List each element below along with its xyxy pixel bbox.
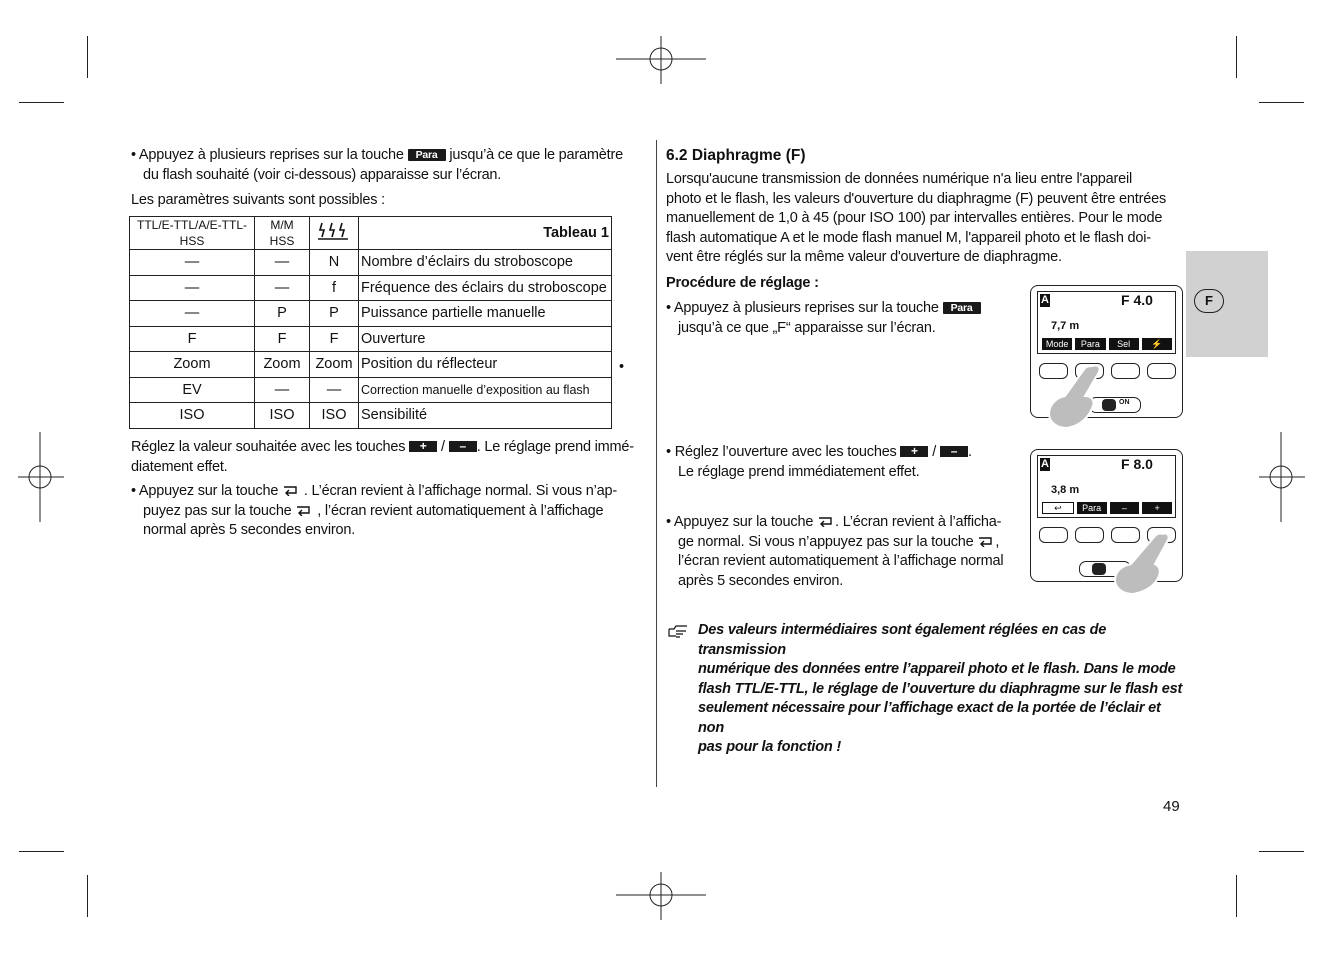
section-heading: 6.2 Diaphragme (F) <box>666 147 806 164</box>
crop-mark <box>1259 851 1304 852</box>
params-intro: Les paramètres suivants sont possibles : <box>131 192 385 208</box>
page-number: 49 <box>1163 798 1180 815</box>
softkey-minus: – <box>1110 502 1140 514</box>
table-cell: ISO <box>310 403 359 429</box>
header-stroboscope-icon <box>310 217 359 250</box>
crop-mark <box>1236 36 1237 78</box>
registration-mark-bottom <box>616 872 706 920</box>
table-row <box>130 275 612 301</box>
table-cell-description: Correction manuelle d’exposition au flash <box>359 377 612 403</box>
table-row <box>130 250 612 276</box>
crop-mark <box>1236 875 1237 917</box>
table-title: Tableau 1 <box>359 217 612 250</box>
softkey-mode: Mode <box>1042 338 1072 350</box>
table-cell-description: Sensibilité <box>359 403 612 429</box>
aperture-value: F 8.0 <box>1121 456 1153 472</box>
left-bullet-return: • Appuyez sur la touche . L’écran revient à l’affichage normal. Si vous n’ap- puyez pas sur la touche , l’écran revient automatiquement à l’affichage normal après 5 secondes environ. <box>131 483 618 538</box>
mode-indicator: A <box>1041 294 1049 306</box>
table-cell: P <box>310 301 359 327</box>
plus-key-icon: + <box>900 446 928 457</box>
table-row <box>130 326 612 352</box>
softkey-bar <box>1042 338 1172 350</box>
note-paragraph: Des valeurs intermédiaires sont également réglées en cas de transmission numérique des données entre l’appareil photo et le flash. Dans le mode flash TTL/E-TTL, le réglage de l’ouverture du diaphragme sur le flash est seulement nécessaire pour l’affichage exact de la portée de l’éclair et non pas pour la fonction ! <box>698 622 1183 755</box>
crop-mark <box>87 36 88 78</box>
left-bullet-para: • Appuyez à plusieurs reprises sur la touche Para jusqu’à ce que le paramètre du flash souhaité (voir ci-dessous) apparaisse sur l’écran. <box>131 147 623 183</box>
column-divider <box>656 140 657 787</box>
softkey-plus: + <box>1142 502 1172 514</box>
return-key-icon <box>977 535 995 547</box>
button-2 <box>1075 527 1104 543</box>
table-cell: P <box>255 301 310 327</box>
para-key-icon: Para <box>943 302 981 314</box>
registration-mark-left <box>18 432 64 522</box>
table-cell: f <box>310 275 359 301</box>
minus-key-icon: – <box>449 441 477 452</box>
registration-mark-right <box>1259 432 1305 522</box>
softkey-para: Para <box>1075 338 1105 350</box>
range-value: 7,7 m <box>1051 320 1080 332</box>
crop-mark <box>19 851 64 852</box>
table-row <box>130 352 612 378</box>
side-bullet: • <box>619 359 624 375</box>
table-cell-description: Puissance partielle manuelle <box>359 301 612 327</box>
table-cell-description: Ouverture <box>359 326 612 352</box>
header-ttl: TTL/E-TTL/A/E-TTL-HSS <box>130 217 255 250</box>
table-cell: — <box>130 275 255 301</box>
adjust-paragraph: Réglez la valeur souhaitée avec les touches + / – . Le réglage prend immé- diatement effet. <box>131 439 634 475</box>
table-cell: — <box>255 250 310 276</box>
table-body <box>130 250 612 429</box>
table-cell-description: Fréquence des éclairs du stroboscope <box>359 275 612 301</box>
table-cell: — <box>255 275 310 301</box>
crop-mark <box>1259 102 1304 103</box>
section-paragraph: Lorsqu'aucune transmission de données numérique n'a lieu entre l'appareil photo et le flash, les valeurs d'ouverture du diaphragme (F) peuvent être entrées manuellement de 1,0 à 45 (pour ISO 100) par intervalles entières. Pour le mode flash automatique A et le mode flash manuel M, l'appareil photo et le flash doi- vent être réglés sur la même valeur d'ouverture de diaphragme. <box>666 171 1167 265</box>
table-row <box>130 377 612 403</box>
power-switch: ON <box>1089 397 1141 413</box>
table-cell: — <box>130 250 255 276</box>
button-1 <box>1039 527 1068 543</box>
lcd-screen <box>1037 455 1176 518</box>
minus-key-icon: – <box>940 446 968 457</box>
table-cell: EV <box>130 377 255 403</box>
crop-mark <box>19 102 64 103</box>
table-cell: Zoom <box>255 352 310 378</box>
table-cell: F <box>310 326 359 352</box>
language-tab <box>1186 251 1268 357</box>
step-para: • Appuyez à plusieurs reprises sur la touche Para jusqu’à ce que „F“ apparaisse sur l’écran. <box>666 299 1026 338</box>
table-cell: ISO <box>130 403 255 429</box>
flash-display-2 <box>1030 449 1183 582</box>
softkey-bar <box>1042 502 1172 514</box>
return-key-icon <box>295 504 313 516</box>
softkey-para: Para <box>1077 502 1107 514</box>
crop-mark <box>87 875 88 917</box>
para-key-icon: Para <box>408 149 446 161</box>
flash-display-1 <box>1030 285 1183 418</box>
return-key-icon <box>282 484 300 496</box>
aperture-value: F 4.0 <box>1121 292 1153 308</box>
table-cell: Zoom <box>310 352 359 378</box>
table-row <box>130 403 612 429</box>
table-cell: F <box>255 326 310 352</box>
softkey-flash: ⚡ <box>1142 338 1172 350</box>
header-manual: M/M HSS <box>255 217 310 250</box>
button-4 <box>1147 363 1176 379</box>
range-value: 3,8 m <box>1051 484 1080 496</box>
table-cell: — <box>130 301 255 327</box>
table-cell: N <box>310 250 359 276</box>
step-return: • Appuyez sur la touche . L’écran revient à l’afficha- ge normal. Si vous n’appuyez pas sur la touche , l’écran revient automatiquement à l’affichage normal après 5 secondes environ. <box>666 514 1004 589</box>
procedure-label: Procédure de réglage : <box>666 275 819 291</box>
pointing-hand-icon <box>668 624 690 638</box>
softkey-sel: Sel <box>1109 338 1139 350</box>
plus-key-icon: + <box>409 441 437 452</box>
return-key-icon <box>817 515 835 527</box>
finger-pointing-icon <box>1045 362 1109 434</box>
table-row <box>130 301 612 327</box>
table-cell: ISO <box>255 403 310 429</box>
mode-indicator: A <box>1041 458 1049 470</box>
table-cell: — <box>310 377 359 403</box>
table-cell: — <box>255 377 310 403</box>
button-3 <box>1111 363 1140 379</box>
lcd-screen <box>1037 291 1176 354</box>
step-adjust: • Réglez l’ouverture avec les touches + / – . Le réglage prend immédiatement effet. <box>666 444 972 480</box>
softkey-return: ↩ <box>1042 502 1074 514</box>
finger-pointing-icon <box>1107 528 1171 600</box>
table-header-row <box>130 217 612 250</box>
table-cell-description: Nombre d’éclairs du stroboscope <box>359 250 612 276</box>
registration-mark-top <box>616 36 706 84</box>
table-cell: Zoom <box>130 352 255 378</box>
table-cell: F <box>130 326 255 352</box>
table-cell-description: Position du réflecteur <box>359 352 612 378</box>
parameters-table <box>129 216 612 429</box>
language-tab-label: F <box>1194 289 1224 313</box>
